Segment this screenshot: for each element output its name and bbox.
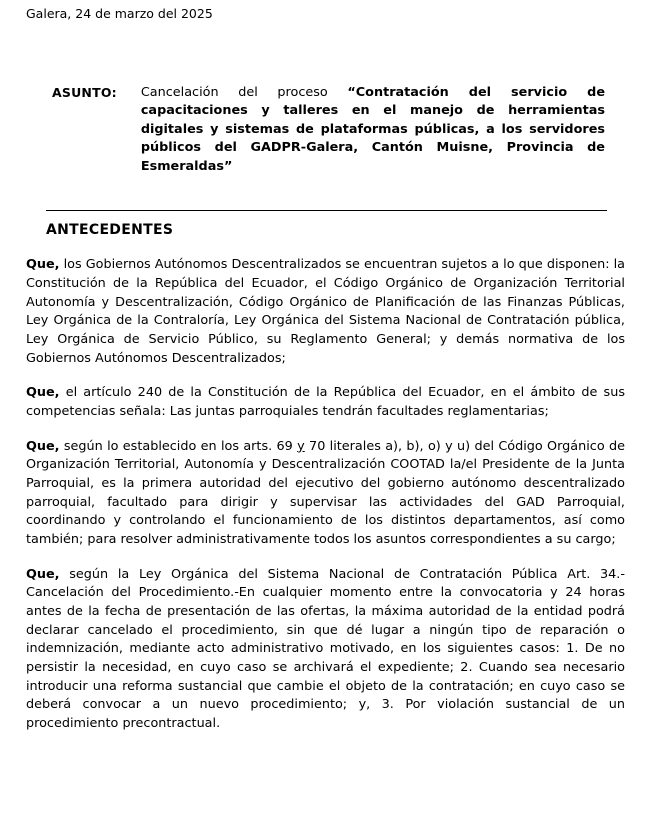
paragraph-3-text-before: según lo establecido en los arts. 69 [59,438,298,454]
paragraph-4-lead: Que, [26,566,60,582]
paragraph-2 [26,384,625,421]
paragraph-4-text: según la Ley Orgánica del Sistema Nacional de Contratación Pública Art. 34.- Cancelación del Procedimiento.-En cualquier momento entre la convocatoria y 24 horas antes de la fecha de presentación de las ofertas, la máxima autoridad de la entidad podrá declarar cancelado el procedimiento, sin que dé lugar a ningún tipo de reparación o indemnización, mediante acto administrativo motivado, en los siguientes casos: 1. De no persistir la necesidad, en cuyo caso se archivará el expediente; 2. Cuando sea necesario introducir una reforma sustancial que cambie el objeto de la contratación; en cuyo caso se deberá convocar a un nuevo procedimiento; y, 3. Por violación sustancial de un procedimiento precontractual. [26,566,625,732]
paragraph-2-lead: Que, [26,385,60,401]
paragraph-1 [26,256,625,368]
paragraph-4 [26,566,625,734]
date-line: Galera, 24 de marzo del 2025 [26,6,213,21]
subject-label: ASUNTO: [52,84,117,100]
paragraph-3 [26,438,625,550]
section-divider [46,210,607,211]
paragraph-3-text-after: 70 literales a), b), o) y u) del Código Orgánico de Organización Territorial, Autonomía y Descentralización COOTAD la/el Presidente de la Junta Parroquial, es la primera autoridad del ejecutivo del gobierno autónomo descentralizado parroquial, facultado para dirigir y supervisar las actividades del GAD Parroquial, coordinando y controlando el funcionamiento de los distintos departamentos, así como también; para resolver administrativamente todos los asuntos correspondientes a su cargo; [26,438,625,548]
paragraph-3-lead: Que, [26,438,60,454]
subject-text [141,84,605,177]
section-title-antecedentes: ANTECEDENTES [46,222,174,239]
paragraph-1-lead: Que, [26,257,60,273]
body-copy [24,256,629,733]
subject-lead: Cancelación del proceso [140,84,328,100]
subject-block [24,84,629,177]
paragraph-1-text: los Gobiernos Autónomos Descentralizados se encuentran sujetos a lo que disponen: la Constitución de la República del Ecuador, el Código Orgánico de Organización Territorial Autonomía y Descentralización, Código Orgánico de Planificación de las Finanzas Públicas, Ley Orgánica de la Contraloría, Ley Orgánica del Sistema Nacional de Contratación pública, Ley Orgánica de Servicio Público, su Reglamento General; y demás normativa de los Gobiernos Autónomos Descentralizados; [26,257,625,366]
paragraph-3-underlined-word: y [297,438,305,454]
paragraph-2-text: el artículo 240 de la Constitución de la República del Ecuador, en el ámbito de sus competencias señala: Las juntas parroquiales tendrán facultades reglamentarias; [26,385,625,420]
subject-quoted-title: “Contratación del servicio de capacitaciones y talleres en el manejo de herramientas digitales y sistemas de plataformas públicas, a los servidores públicos del GADPR-Galera, Cantón Muisne, Provincia de Esmeraldas” [140,84,605,174]
